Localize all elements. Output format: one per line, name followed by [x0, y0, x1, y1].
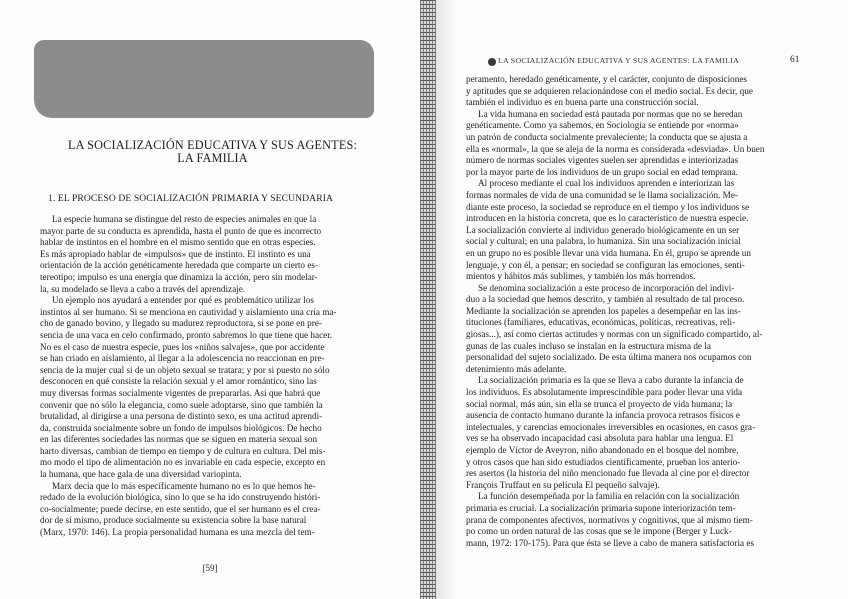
text-line: tereotipo; impulso es una energía que dinamiza la acción, pero sin modelar- — [40, 271, 318, 282]
text-line: mo modo el tipo de alimentación no es invariable en cada especie, excepto en — [40, 457, 326, 468]
text-line: se han criado en aislamiento, al llegar a la adolescencia no reaccionan en pre- — [40, 353, 325, 364]
right-body-text — [466, 74, 836, 549]
text-line: Es más apropiado hablar de «impulsos» que de instinto. El instinto es una — [40, 248, 311, 259]
text-line: Se denomina socialización a este proceso de incorporación del indivi- — [478, 282, 735, 293]
text-line: muy diversas formas socialmente vigentes de prepararlas. Así que habrá que — [40, 387, 321, 398]
text-line: en las diferentes sociedades las normas que se siguen en materia sexual son — [40, 434, 318, 445]
text-line: y aptitudes que se adquieren relacionándose con el medio social. Es decir, que — [466, 85, 753, 96]
text-line: cho de ganado bovino, y llegado su madurez reproductora, si se pone en pre- — [40, 318, 322, 329]
text-line: sencia de la mujer cual si de un objeto sexual se tratara; y por si puesto no sólo — [40, 364, 330, 375]
text-line: los individuos. Es absolutamente imprescindible para poder llevar una vida — [466, 387, 743, 398]
text-line: Marx decía que lo más específicamente humano no es lo que hemos he- — [52, 480, 316, 491]
text-line: po como un orden natural de las cosas que se le impone (Berger y Luck- — [466, 526, 732, 537]
text-line: brutalidad, al dirigirse a una persona de distinto sexo, es una actitud aprendi- — [40, 411, 323, 422]
text-line: convenir que no sólo la elegancia, como suele adoptarse, sino que también la — [40, 399, 323, 410]
text-line: La vida humana en sociedad está pautada por normas que no se heredan — [478, 108, 743, 119]
right-page — [436, 0, 848, 599]
text-line: No es el caso de nuestra especie, pues los «niños salvajes», que por accidente — [40, 341, 325, 352]
text-line: François Truffaut en su película El pequeño salvaje). — [466, 479, 660, 490]
text-line: peramento, heredado genéticamente, y el carácter, conjunto de disposiciones — [466, 74, 748, 84]
text-line: duo a la sociedad que hemos descrito, y también al resultado de tal proceso. — [466, 294, 745, 305]
text-line: primaria es crucial. La socialización primaria supone interiorización tem- — [466, 502, 736, 513]
text-line: La función desempeñada por la familia en relación con la socialización — [478, 491, 740, 502]
text-line: ausencia de contacto humano durante la infancia provoca retrasos físicos e — [466, 410, 740, 421]
text-line: Un ejemplo nos ayudará a entender por qué es problemático utilizar los — [52, 295, 315, 306]
text-line: genéticamente. Como ya sabemos, en Sociología se entiende por «norma» — [466, 120, 739, 131]
redacted-block — [34, 40, 374, 118]
left-body-text — [40, 214, 390, 539]
text-line: social normal, más aún, sin ella se trunca el proyecto de vida humana; la — [466, 398, 733, 409]
running-head: LA SOCIALIZACIÓN EDUCATIVA Y SUS AGENTES: LA FAMILIA — [498, 56, 740, 65]
text-line: prana de componentes afectivos, normativos y cognitivos, que al mismo tiem- — [466, 514, 753, 525]
section-heading: 1. EL PROCESO DE SOCIALIZACIÓN PRIMARIA Y SECUNDARIA — [48, 193, 334, 204]
text-line: Mediante la socialización se aprenden los papeles a desempeñar en las ins- — [466, 305, 741, 316]
text-line: diante este proceso, la sociedad se reproduce en el tiempo y los individuos se — [466, 201, 750, 212]
text-line: personalidad del sujeto socializado. De esta última manera nos ocupamos con — [466, 352, 752, 363]
text-line: sencia de una vaca en celo confirmado, pronto sabremos lo que tiene que hacer. — [40, 329, 333, 340]
text-line: mayor parte de su conducta es aprendida, hasta el punto de que es incorrecto — [40, 225, 322, 236]
text-line: instintos al ser humano. Si se menciona en cautividad y aislamiento una cría ma- — [40, 306, 337, 317]
text-line: La especie humana se distingue del resto de especies animales en que la — [52, 214, 317, 224]
text-line: co-socialmente; puede decirse, en este sentido, que el ser humano es el crea- — [40, 503, 321, 514]
text-line: orientación de la acción genéticamente heredada que comparte un cierto es- — [40, 260, 319, 271]
text-line: (Marx, 1970: 146). La propia personalidad humana es una mezcla del tem- — [40, 527, 315, 538]
left-page — [0, 0, 420, 599]
text-line: redado de la evolución biológica, sino lo que se ha ido construyendo históri- — [40, 492, 321, 503]
page-number-right: 61 — [790, 55, 800, 65]
chapter-title — [40, 139, 385, 165]
chapter-title-line-1: LA SOCIALIZACIÓN EDUCATIVA Y SUS AGENTES: — [67, 138, 358, 152]
text-line: social y cultural; en una palabra, lo humaniza. Sin una socialización inicial — [466, 236, 741, 247]
text-line: ejemplo de Víctor de Aveyron, niño abandonado en el bosque del nombre, — [466, 445, 739, 455]
chapter-title-line-2: LA FAMILIA — [177, 151, 248, 165]
text-line: también el individuo es en buena parte una construcción social. — [466, 97, 699, 108]
text-line: tituciones (familiares, educativas, económicas, políticas, recreativas, reli- — [466, 317, 736, 328]
text-line: detenimiento más adelante. — [466, 363, 567, 374]
text-line: intelectuales, y carencias emocionales irreversibles en ocasiones, en casos gra- — [466, 421, 756, 432]
text-line: da, construida socialmente sobre un fondo de impulsos biológicos. De hecho — [40, 422, 322, 433]
page-number-left: [59] — [202, 563, 218, 573]
text-line: mann, 1972: 170-175). Para que ésta se lleve a cabo de manera satisfactoria es — [466, 537, 755, 548]
text-line: un patrón de conducta socialmente prevaleciente; la conducta que se ajusta a — [466, 131, 748, 142]
text-line: Al proceso mediante el cual los individuos aprenden e interiorizan las — [478, 178, 735, 189]
text-line: mientos y hábitos más sublimes, y también los más horrendos. — [466, 271, 696, 282]
text-line: lenguaje, y con él, a pensar; en sociedad se configuran las emociones, senti- — [466, 259, 745, 270]
text-line: introducen en la historia concreta, que es lo característico de nuestra especie. — [466, 213, 749, 224]
running-head-bullet — [488, 58, 496, 66]
text-line: por la mayor parte de los individuos de un grupo social en edad temprana. — [466, 166, 738, 177]
text-line: formas normales de vida de una comunidad se le llama socialización. Me- — [466, 189, 738, 200]
text-line: hablar de instintos en el hombre en el mismo sentido que en otras especies. — [40, 237, 316, 248]
text-line: La socialización primaria es la que se lleva a cabo durante la infancia de — [478, 375, 744, 386]
text-line: harto diversas, cambian de tiempo en tiempo y de cultura en cultura. Del mis- — [40, 445, 326, 456]
text-line: y otros casos que han sido estudiados científicamente, prueban los anterio- — [466, 456, 741, 467]
text-line: desconocen en qué consiste la relación sexual y el amor romántico, sino las — [40, 376, 317, 387]
page-shadow — [436, 0, 458, 599]
text-line: giosas...), así como ciertas actitudes y normas con un significado compartido, al- — [466, 329, 763, 340]
text-line: número de normas sociales vigentes suelen ser aprendidas e interiorizadas — [466, 155, 739, 166]
text-line: dor de sí mismo, produce socialmente su existencia sobre la base natural — [40, 515, 307, 526]
book-gutter — [420, 0, 436, 599]
text-line: ella es «normal», la que se aleja de la norma es considerada «desviada». Un buen — [466, 143, 765, 154]
text-line: en un grupo no es posible llevar una vida humana. En él, grupo se aprende un — [466, 247, 751, 258]
text-line: la humana, que hace gala de una diversidad variopinta. — [40, 469, 242, 480]
text-line: ves se ha observado incapacidad casi absoluta para hablar una lengua. El — [466, 433, 734, 444]
text-line: gunas de las cuales incluso se instalan en la estructura misma de la — [466, 340, 711, 351]
text-line: la, su modelado se lleva a cabo a través del aprendizaje. — [40, 283, 246, 294]
text-line: res asertos (la historia del niño mencionado fue llevada al cine por el director — [466, 468, 750, 479]
text-line: La socialización convierte al individuo generado biológicamente en un ser — [466, 224, 740, 235]
